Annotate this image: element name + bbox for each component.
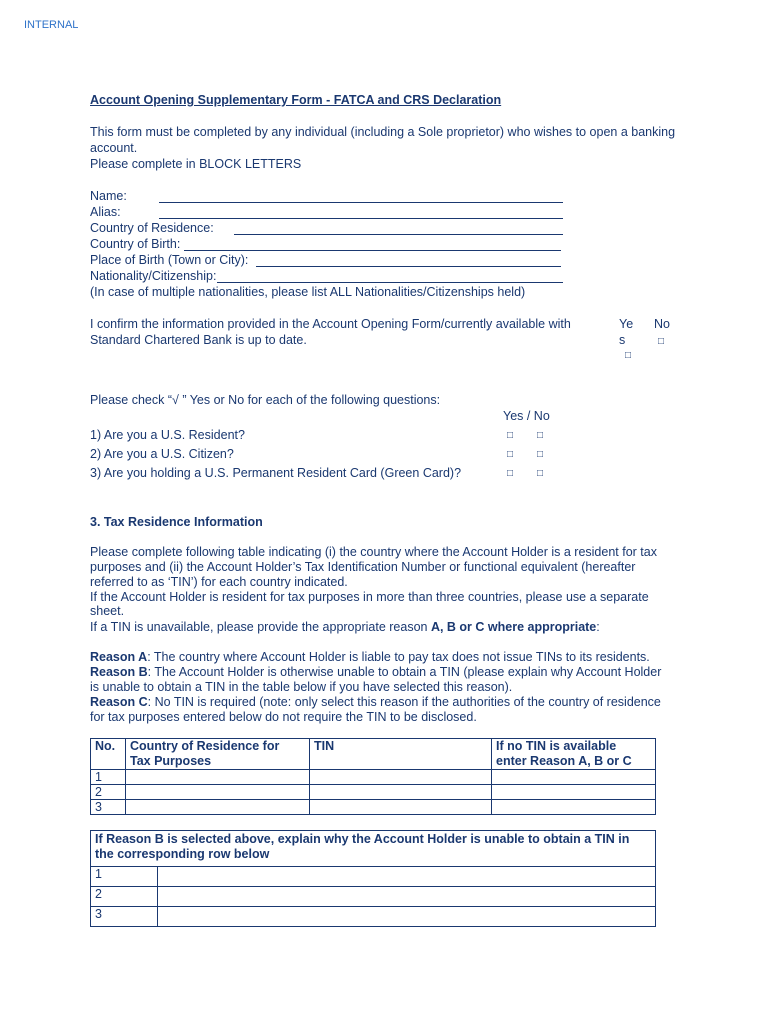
reason-b-label: Reason B	[90, 665, 148, 679]
reason-c-label: Reason C	[90, 695, 148, 709]
tin-header-country-line-2: Tax Purposes	[130, 754, 212, 768]
reason-b-table-header	[91, 831, 656, 867]
question-3: 3) Are you holding a U.S. Permanent Resident Card (Green Card)?	[90, 466, 462, 480]
alias-label: Alias:	[90, 205, 121, 219]
reason-b-row-3-number: 3	[91, 907, 158, 927]
confirmation-text-2: Standard Chartered Bank is up to date.	[90, 333, 307, 347]
tin-row-3-number: 3	[91, 800, 126, 815]
alias-field[interactable]	[159, 218, 563, 219]
tin-row-3-reason-cell[interactable]	[492, 800, 656, 815]
tax-para-5: sheet.	[90, 604, 125, 618]
reason-b-text-2: is unable to obtain a TIN in the table below if you have selected this reason).	[90, 680, 513, 694]
tin-row-1-number: 1	[91, 770, 126, 785]
tax-para-1: Please complete following table indicating (i) the country where the Account Holder is a resident for tax	[90, 545, 657, 559]
intro-text-1: This form must be completed by any individual (including a Sole proprietor) who wishes to open a banking	[90, 125, 676, 139]
tin-row-3-tin-cell[interactable]	[310, 800, 492, 815]
nationality-note: (In case of multiple nationalities, please list ALL Nationalities/Citizenships held)	[90, 285, 526, 299]
reason-a	[90, 650, 650, 665]
confirm-yes-label: Ye	[619, 317, 634, 331]
tin-header-country	[126, 739, 310, 770]
question-1-no-checkbox[interactable]: □	[537, 430, 544, 441]
country-of-birth-label: Country of Birth:	[90, 237, 181, 251]
table-row	[91, 785, 656, 800]
tin-row-2-country-cell[interactable]	[126, 785, 310, 800]
tax-para-3: referred to as ‘TIN’) for each country indicated.	[90, 575, 348, 589]
tax-para-6-text: If a TIN is unavailable, please provide the appropriate reason	[90, 620, 431, 634]
reason-b-row-1-cell[interactable]	[158, 867, 656, 887]
name-label: Name:	[90, 189, 127, 203]
reason-b-header-line-2: the corresponding row below	[95, 847, 270, 861]
reason-c-text-1: : No TIN is required (note: only select this reason if the authorities of the country of residence	[147, 695, 661, 709]
tin-header-country-line-1: Country of Residence for	[130, 739, 280, 753]
confirmation-text-1: I confirm the information provided in the Account Opening Form/currently available with	[90, 317, 571, 331]
table-row	[91, 907, 656, 927]
tin-table	[90, 738, 656, 815]
country-of-residence-label: Country of Residence:	[90, 221, 214, 235]
tin-header-reason	[492, 739, 656, 770]
tin-row-2-tin-cell[interactable]	[310, 785, 492, 800]
country-of-residence-field[interactable]	[234, 234, 563, 235]
nationality-field[interactable]	[217, 282, 563, 283]
tin-header-no	[91, 739, 126, 770]
reason-a-text: : The country where Account Holder is liable to pay tax does not issue TINs to its residents.	[147, 650, 650, 664]
confirm-yes-label-wrap: s	[619, 333, 626, 347]
classification-label: INTERNAL	[24, 19, 79, 31]
tin-table-header	[91, 739, 656, 770]
tin-row-2-number: 2	[91, 785, 126, 800]
place-of-birth-field[interactable]	[256, 266, 561, 267]
intro-text-2: account.	[90, 141, 138, 155]
table-row	[91, 770, 656, 785]
tin-row-3-country-cell[interactable]	[126, 800, 310, 815]
tax-para-2: purposes and (ii) the Account Holder’s Tax Identification Number or functional equivalent (hereafter	[90, 560, 636, 574]
reason-b-table	[90, 830, 656, 927]
question-3-no-checkbox[interactable]: □	[537, 468, 544, 479]
reason-c	[90, 695, 661, 710]
question-3-yes-checkbox[interactable]: □	[507, 468, 514, 479]
tin-row-1-reason-cell[interactable]	[492, 770, 656, 785]
reason-b-header-line-1: If Reason B is selected above, explain why the Account Holder is unable to obtain a TIN in	[95, 832, 630, 846]
confirm-no-checkbox[interactable]: □	[658, 336, 665, 347]
place-of-birth-label: Place of Birth (Town or City):	[90, 253, 249, 267]
tax-para-4: If the Account Holder is resident for tax purposes in more than three countries, please use a separate	[90, 590, 649, 604]
reason-b-row-2-number: 2	[91, 887, 158, 907]
confirm-no-label: No	[654, 317, 670, 331]
reason-c-text-2: for tax purposes entered below do not require the TIN to be disclosed.	[90, 710, 477, 724]
question-2-no-checkbox[interactable]: □	[537, 449, 544, 460]
name-field[interactable]	[159, 202, 563, 203]
yes-no-header: Yes / No	[503, 409, 550, 423]
tax-para-6	[90, 620, 600, 635]
reason-b-text-1: : The Account Holder is otherwise unable to obtain a TIN (please explain why Account Holder	[147, 665, 662, 679]
tin-header-reason-line-2: enter Reason A, B or C	[496, 754, 632, 768]
reason-b-row-1-number: 1	[91, 867, 158, 887]
questions-instruction: Please check “√ ” Yes or No for each of the following questions:	[90, 393, 441, 407]
tin-header-tin	[310, 739, 492, 770]
reason-b-header-cell	[91, 831, 656, 867]
tin-row-1-tin-cell[interactable]	[310, 770, 492, 785]
tin-row-1-country-cell[interactable]	[126, 770, 310, 785]
tin-header-no-text: No.	[95, 739, 116, 753]
table-row	[91, 867, 656, 887]
tax-section-heading: 3. Tax Residence Information	[90, 515, 263, 529]
tax-para-6-bold: A, B or C where appropriate	[430, 620, 597, 634]
table-row	[91, 887, 656, 907]
country-of-birth-field[interactable]	[184, 250, 561, 251]
tin-row-2-reason-cell[interactable]	[492, 785, 656, 800]
question-1: 1) Are you a U.S. Resident?	[90, 428, 245, 442]
reason-b	[90, 665, 661, 680]
question-1-yes-checkbox[interactable]: □	[507, 430, 514, 441]
reason-b-row-3-cell[interactable]	[158, 907, 656, 927]
tax-para-6-colon: :	[596, 620, 600, 634]
confirm-yes-checkbox[interactable]: □	[625, 350, 632, 361]
intro-text-3: Please complete in BLOCK LETTERS	[90, 157, 302, 171]
question-2-yes-checkbox[interactable]: □	[507, 449, 514, 460]
reason-b-row-2-cell[interactable]	[158, 887, 656, 907]
nationality-label: Nationality/Citizenship:	[90, 269, 217, 283]
table-row	[91, 800, 656, 815]
reason-a-label: Reason A	[90, 650, 148, 664]
question-2: 2) Are you a U.S. Citizen?	[90, 447, 234, 461]
form-title: Account Opening Supplementary Form - FATCA and CRS Declaration	[90, 93, 502, 107]
tin-header-reason-line-1: If no TIN is available	[496, 739, 617, 753]
tin-header-tin-text: TIN	[314, 739, 335, 753]
